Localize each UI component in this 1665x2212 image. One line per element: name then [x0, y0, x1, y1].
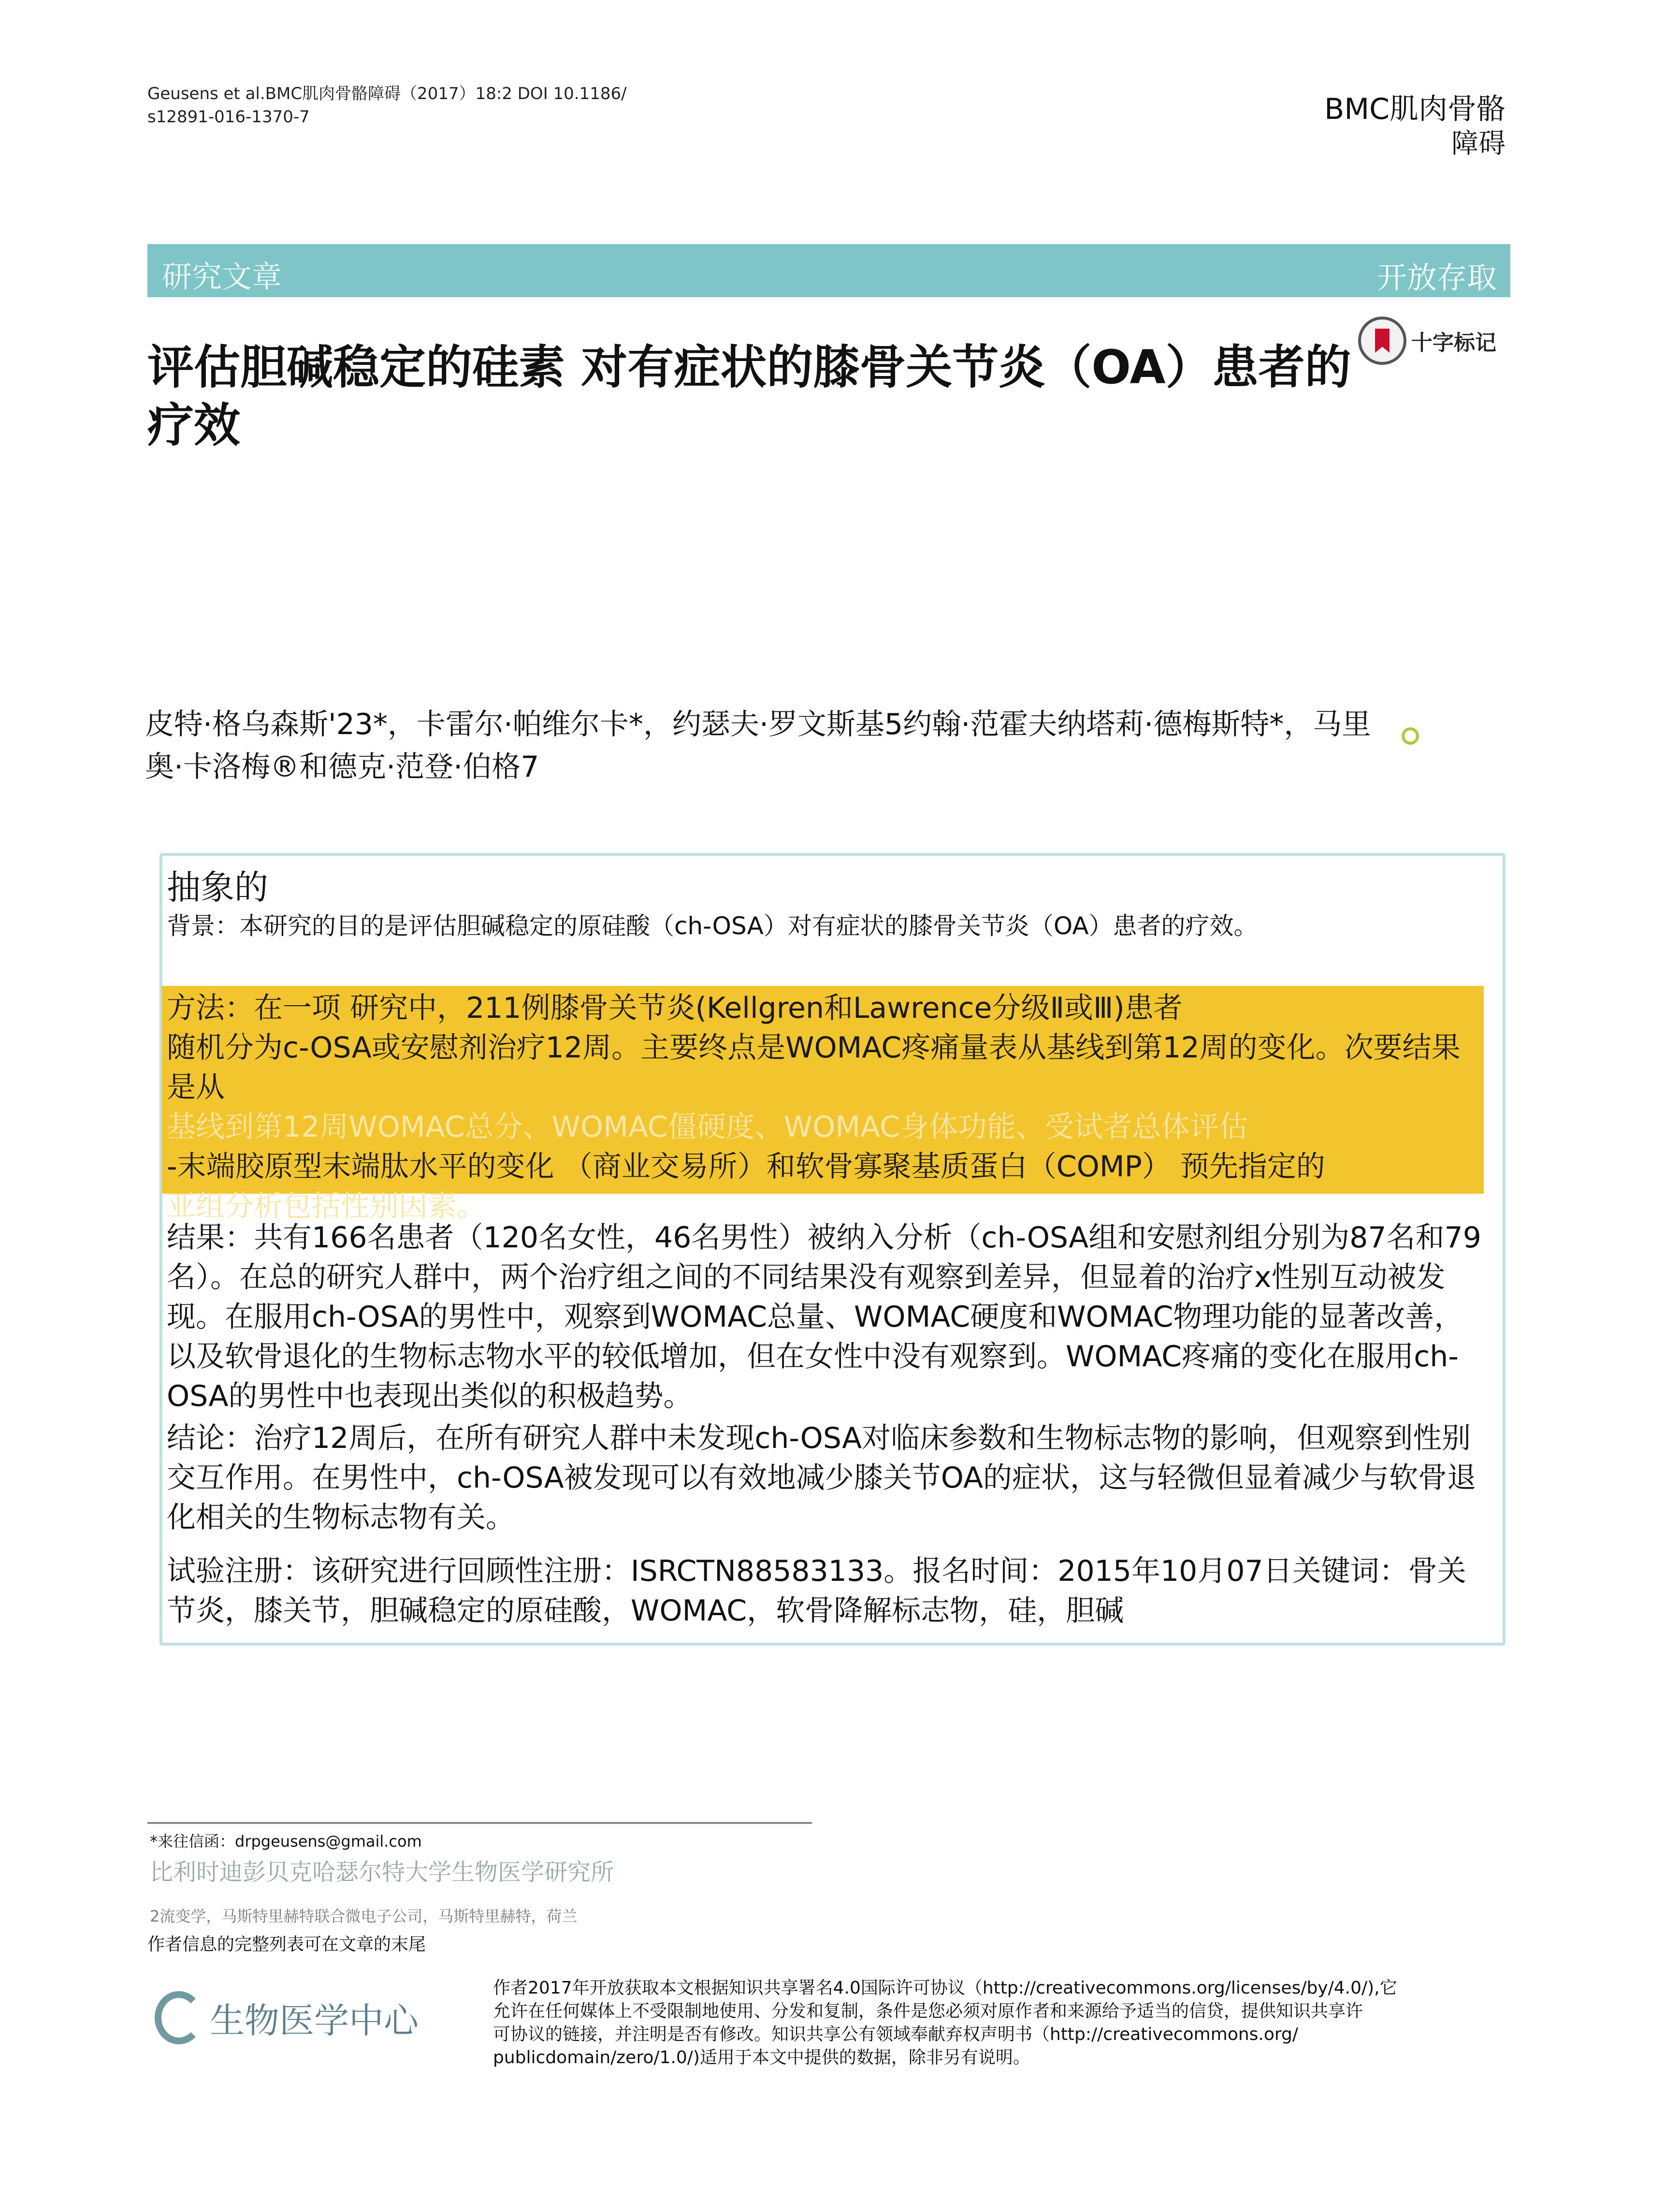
- methods-line-4: -末端胶原型末端肽水平的变化 （商业交易所）和软骨寡聚基质蛋白（COMP） 预先指定的: [167, 1150, 1325, 1184]
- license-line-4: publicdomain/zero/1.0/)适用于本文中提供的数据，除非另有说明。: [493, 2048, 1030, 2067]
- crossmark-label: 十字标记: [1411, 331, 1496, 355]
- citation: [147, 82, 703, 129]
- methods-line-1: 方法：在一项 研究中，211例膝骨关节炎(Kellgren和Lawrence分级Ⅱ或Ⅲ)患者: [167, 991, 1183, 1025]
- footer-divider: [147, 1822, 812, 1824]
- license-line-2: 允许在任何媒体上不受限制地使用、分发和复制，条件是您必须对原作者和来源给予适当的信贷，提供知识共享许: [493, 2001, 1363, 2021]
- author-list: 皮特·格乌森斯'23*，卡雷尔·帕维尔卡*，约瑟夫·罗文斯基5约翰·范霍夫纳塔莉·德梅斯特*，马里奥·卡洛梅®和德克·范登·伯格7: [145, 708, 1371, 784]
- methods-line-2: 随机分为c-OSA或安慰剂治疗12周。主要终点是WOMAC疼痛量表从基线到第12周的变化。次要结果是从: [167, 1031, 1461, 1104]
- orcid-icon[interactable]: [1402, 727, 1419, 745]
- journal-name: [1324, 92, 1506, 161]
- article-title: 评估胆碱稳定的硅素 对有症状的膝骨关节炎（OA）患者的疗效: [147, 340, 1351, 452]
- bookmark-icon: [1375, 329, 1390, 353]
- logo-ring-icon: [155, 1991, 203, 2044]
- affiliation-2: 2流变学，马斯特里赫特联合微电子公司，马斯特里赫特，荷兰: [150, 1907, 578, 1925]
- abstract-background: 背景：本研究的目的是评估胆碱稳定的原硅酸（ch-OSA）对有症状的膝骨关节炎（OA）患者的疗效。: [167, 912, 1258, 940]
- journal-name-line-1: BMC肌肉骨骼: [1324, 92, 1506, 126]
- crossmark-badge[interactable]: [1358, 314, 1522, 367]
- license-statement: [493, 1977, 1460, 2069]
- license-line-1: 作者2017年开放获取本文根据知识共享署名4.0国际许可协议（http://creativecommons.org/licenses/by/4.0/),它: [493, 1978, 1397, 1998]
- author-info-note: 作者信息的完整列表可在文章的末尾: [147, 1935, 426, 1954]
- abstract-conclusions: 结论：治疗12周后，在所有研究人群中未发现ch-OSA对临床参数和生物标志物的影响，但观察到性别交互作用。在男性中，ch-OSA被发现可以有效地减少膝关节OA的症状，这与轻微但显着减少与软骨退化相关的生物标志物有关。: [167, 1421, 1477, 1534]
- abstract-results: 结果：共有166名患者（120名女性，46名男性）被纳入分析（ch-OSA组和安慰剂组分别为87名和79名）。在总的研究人群中，两个治疗组之间的不同结果没有观察到差异，但显着的治疗x性别互动被发现。在服用ch-OSA的男性中，观察到WOMAC总量、WOMAC硬度和WOMAC物理功能的显著改善，以及软骨退化的生物标志物水平的较低增加，但在女性中没有观察到。WOMAC疼痛的变化在服用ch-OSA的男性中也表现出类似的积极趋势。: [167, 1221, 1481, 1413]
- biomed-central-logo: [155, 1986, 419, 2049]
- methods-line-3: 基线到第12周WOMAC总分、WOMAC僵硬度、WOMAC身体功能、受试者总体评估: [167, 1110, 1248, 1144]
- affiliation-1: 比利时迪彭贝克哈瑟尔特大学生物医学研究所: [150, 1859, 614, 1886]
- crossmark-icon: [1358, 317, 1406, 365]
- abstract-methods: [167, 988, 1481, 1226]
- methods-line-5: 亚组分析包括性别因素。: [167, 1189, 486, 1223]
- article-type-banner: [147, 244, 1510, 297]
- journal-name-line-2: 障碍: [1451, 128, 1506, 159]
- citation-line-1: Geusens et al.BMC肌肉骨骼障碍（2017）18:2 DOI 10.1186/: [147, 84, 627, 103]
- logo-text: 生物医学中心: [210, 2000, 419, 2041]
- open-access-label: 开放存取: [1376, 260, 1497, 295]
- abstract-heading: 抽象的: [167, 867, 268, 907]
- correspondence-email[interactable]: *来往信函：drpgeusens@gmail.com: [150, 1832, 422, 1851]
- license-line-3: 可协议的链接，并注明是否有修改。知识共享公有领域奉献弃权声明书（http://creativecommons.org/: [493, 2024, 1299, 2044]
- abstract-trial-registration: 试验注册：该研究进行回顾性注册：ISRCTN88583133。报名时间：2015年10月07日关键词：骨关节炎，膝关节，胆碱稳定的原硅酸，WOMAC，软骨降解标志物，硅，胆碱: [167, 1554, 1466, 1628]
- article-type-label: 研究文章: [162, 259, 282, 294]
- citation-line-2: s12891-016-1370-7: [147, 107, 310, 127]
